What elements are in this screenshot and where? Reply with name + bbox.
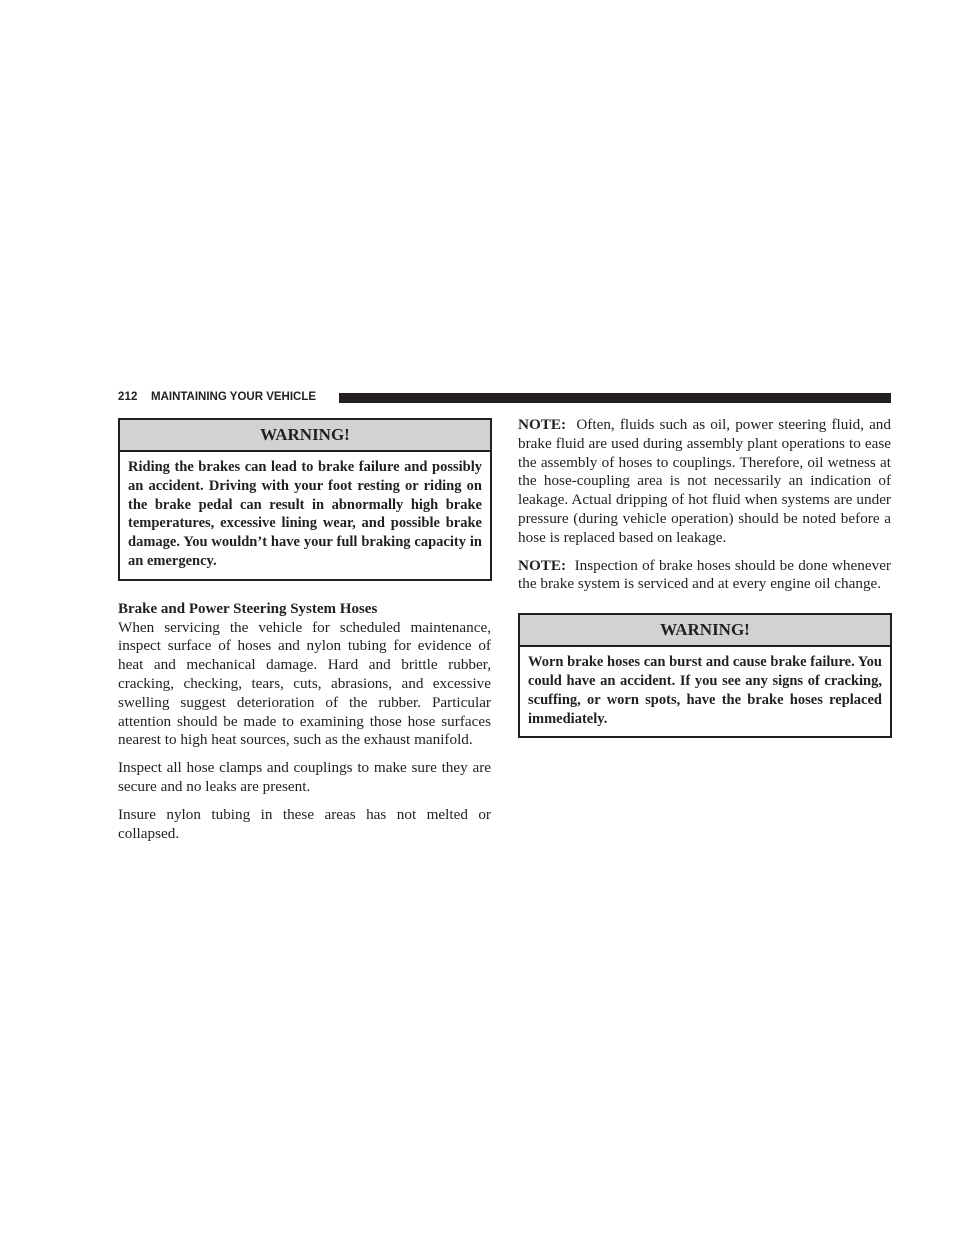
header-rule	[339, 393, 891, 403]
warning-body: Worn brake hoses can burst and cause brake failure. You could have an accident. If you see any signs of cracking, scuffing, or worn spots, have the brake hoses replaced immediately.	[528, 654, 882, 727]
left-column	[118, 418, 491, 843]
warning-body: Riding the brakes can lead to brake failure and possibly an accident. Driving with your foot resting or riding on the brake pedal can result in abnormally high brake temperatures, excessive lining wear, and possible brake damage. You wouldn’t have your full braking capacity in an emergency.	[128, 459, 482, 569]
note-inspection	[518, 557, 891, 595]
note-label: NOTE:	[518, 416, 567, 433]
paragraph-hose-clamps: Inspect all hose clamps and couplings to make sure they are secure and no leaks are present.	[118, 759, 491, 795]
warning-title: WARNING!	[120, 420, 490, 452]
warning-title: WARNING!	[520, 615, 890, 647]
warning-box-worn-hoses	[518, 613, 892, 738]
paragraph-nylon-tubing: Insure nylon tubing in these areas has not melted or collapsed.	[118, 805, 491, 842]
note-text: Often, fluids such as oil, power steering fluid, and brake fluid are used during assembly plant operations to ease the assembly of hoses to couplings. Therefore, oil wetness at the hose-coupling area is not necessarily an indication of leakage. Actual dripping of hot fluid when systems are under pressure (during vehicle operation) should be noted before a hose is replaced based on leakage.	[518, 416, 891, 546]
right-column	[518, 416, 891, 738]
note-label: NOTE:	[518, 556, 567, 574]
page-number: 212	[118, 391, 138, 403]
note-fluids	[518, 416, 891, 548]
paragraph-hose-inspection: When servicing the vehicle for scheduled maintenance, inspect surface of hoses and nylon tubing for evidence of heat and mechanical damage. Hard and brittle rubber, cracking, checking, tears, cuts, abrasions, and excessive swelling suggest deterioration of the rubber. Particular attention should be made to examining those hose surfaces nearest to high heat sources, such as the exhaust manifold.	[118, 618, 491, 749]
note-text: Inspection of brake hoses should be done whenever the brake system is serviced and at every engine oil change.	[518, 556, 891, 593]
page-header	[118, 390, 891, 406]
warning-box-riding-brakes	[118, 418, 492, 581]
section-subheading: Brake and Power Steering System Hoses	[118, 600, 378, 617]
section-title: MAINTAINING YOUR VEHICLE	[151, 391, 317, 403]
